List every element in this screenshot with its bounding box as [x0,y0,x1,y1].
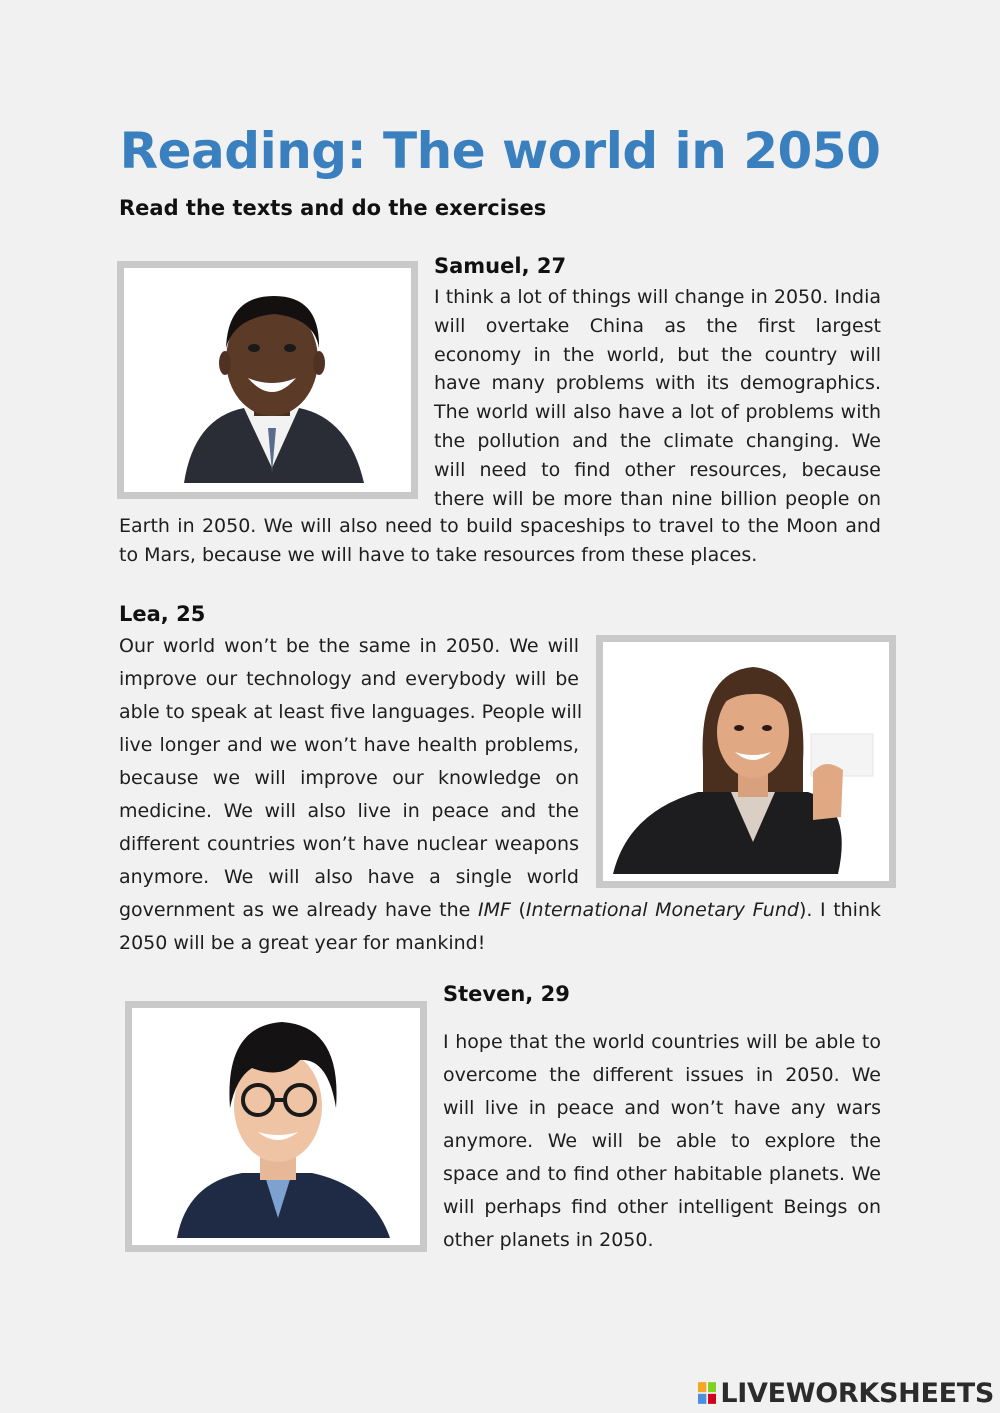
text-line: medicine. We will also live in peace and the [119,800,579,822]
text-line: improve our technology and everybody will be [119,668,579,690]
text-line: will live in peace and won’t have any wars [443,1097,881,1119]
lea-text-full [119,894,881,960]
text-line: overcome the different issues in 2050. We [443,1064,881,1086]
liveworksheets-logo-icon [698,1380,716,1406]
subtitle: Read the texts and do the exercises [119,196,547,220]
text-line: to Mars, because we will have to take resources from these places. [119,543,758,566]
samuel-photo [117,261,418,499]
text-line: will need to find other resources, because [434,458,881,481]
page-title: Reading: The world in 2050 [119,122,881,180]
lea-text-wrapped [119,630,583,894]
text-line: anymore. We will also have a single world [119,866,579,888]
imf-abbreviation: IMF [477,899,511,921]
text-segment: government as we already have the [119,899,478,921]
text-line: Earth in 2050. We will also need to build spaceships to travel to the Moon and [119,515,881,537]
text-line: economy in the world, but the country will [434,343,881,366]
text-line: I think a lot of things will change in 2050. India [434,286,881,308]
text-segment: ). I think [798,899,882,921]
samuel-name: Samuel, 27 [434,254,567,278]
text-line: other planets in 2050. [443,1229,654,1251]
samuel-text-wrapped [434,283,881,513]
text-line: have many problems with its demographics. [434,372,881,395]
text-line: because we will improve our knowledge on [119,767,579,789]
text-line [119,894,881,927]
text-line: I hope that the world countries will be able to [443,1031,881,1053]
text-line: the pollution and the climate changing. We [434,429,881,452]
text-line: able to speak at least five languages. People will [119,701,583,723]
text-line: will perhaps find other intelligent Beings on [443,1196,881,1218]
text-line: anymore. We will be able to explore the [443,1130,881,1152]
text-line: space and to find other habitable planets. We [443,1163,881,1185]
text-line: live longer and we won’t have health problems, [119,734,579,756]
text-line: 2050 will be a great year for mankind! [119,932,486,954]
text-line: different countries won’t have nuclear weapons [119,833,579,855]
text-line: will overtake China as the first largest [434,314,881,337]
text-segment: ( [510,899,526,921]
text-line: there will be more than nine billion people on [434,487,881,510]
text-line: The world will also have a lot of problems with [434,401,881,424]
steven-name: Steven, 29 [443,982,570,1006]
lea-photo [596,635,896,888]
text-line: Our world won’t be the same in 2050. We will [119,635,579,657]
liveworksheets-wordmark: LIVEWORKSHEETS [720,1377,994,1409]
samuel-text-full [119,512,881,570]
imf-full-name: International Monetary Fund [525,899,799,921]
steven-photo [125,1001,427,1252]
lea-name: Lea, 25 [119,602,206,626]
liveworksheets-brand[interactable] [698,1375,994,1411]
steven-text [443,1026,881,1257]
